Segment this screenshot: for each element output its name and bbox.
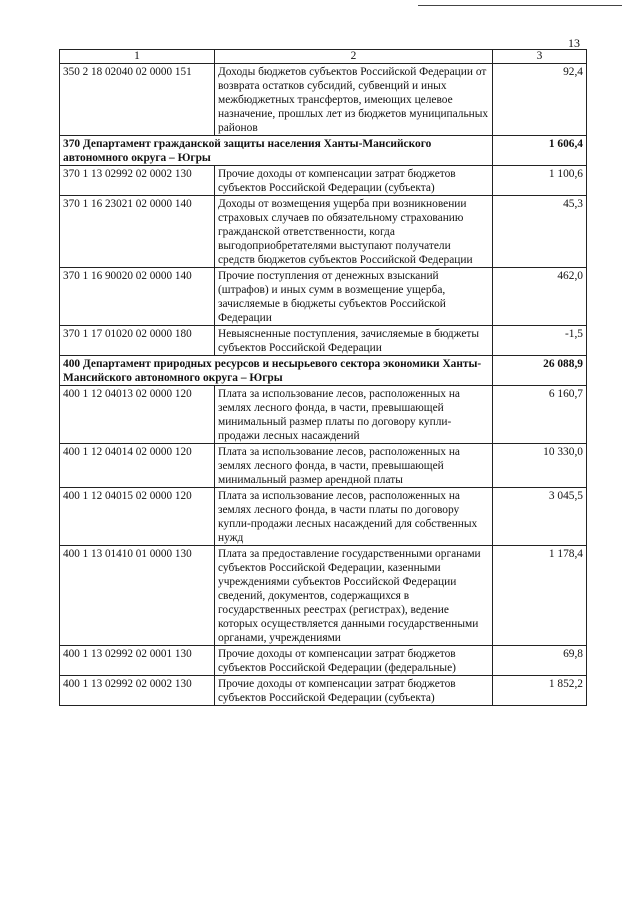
revenue-name: Прочие доходы от компенсации затрат бюджетов субъектов Российской Федерации (федеральные) <box>215 646 493 676</box>
revenue-amount: 3 045,5 <box>493 488 587 546</box>
table-row <box>60 488 587 546</box>
department-name: 370 Департамент гражданской защиты населения Ханты-Мансийского автономного округа – Югры <box>60 136 493 166</box>
header-col-name: 2 <box>215 50 493 64</box>
revenue-amount: 92,4 <box>493 64 587 136</box>
revenue-amount: 1 178,4 <box>493 546 587 646</box>
budget-code: 370 1 13 02992 02 0002 130 <box>60 166 215 196</box>
table-row <box>60 546 587 646</box>
top-rule <box>418 5 622 6</box>
revenue-name: Доходы бюджетов субъектов Российской Федерации от возврата остатков субсидий, субвенций и иных межбюджетных трансфертов, имеющих целевое назначение, прошлых лет из бюджетов муниципальных районов <box>215 64 493 136</box>
revenue-name: Невыясненные поступления, зачисляемые в бюджеты субъектов Российской Федерации <box>215 326 493 356</box>
revenue-name: Плата за использование лесов, расположенных на землях лесного фонда, в части, превышающей минимальный размер платы по договору купли-продажи лесных насаждений <box>215 386 493 444</box>
table-row <box>60 64 587 136</box>
revenue-amount: 1 100,6 <box>493 166 587 196</box>
header-col-code: 1 <box>60 50 215 64</box>
department-total: 1 606,4 <box>493 136 587 166</box>
revenue-name: Прочие доходы от компенсации затрат бюджетов субъектов Российской Федерации (субъекта) <box>215 166 493 196</box>
revenue-table <box>59 49 587 706</box>
revenue-name: Прочие поступления от денежных взысканий (штрафов) и иных сумм в возмещение ущерба, зачисляемые в бюджеты субъектов Российской Федерации <box>215 268 493 326</box>
department-row <box>60 136 587 166</box>
budget-code: 400 1 13 01410 01 0000 130 <box>60 546 215 646</box>
department-name: 400 Департамент природных ресурсов и несырьевого сектора экономики Ханты-Мансийского автономного округа – Югры <box>60 356 493 386</box>
budget-code: 400 1 12 04013 02 0000 120 <box>60 386 215 444</box>
revenue-amount: 10 330,0 <box>493 444 587 488</box>
revenue-amount: 1 852,2 <box>493 676 587 706</box>
revenue-amount: 69,8 <box>493 646 587 676</box>
table-header-row <box>60 50 587 64</box>
page-number: 13 <box>568 36 580 50</box>
revenue-name: Прочие доходы от компенсации затрат бюджетов субъектов Российской Федерации (субъекта) <box>215 676 493 706</box>
budget-code: 400 1 12 04014 02 0000 120 <box>60 444 215 488</box>
revenue-amount: 462,0 <box>493 268 587 326</box>
table-row <box>60 166 587 196</box>
revenue-name: Плата за предоставление государственными органами субъектов Российской Федерации, казенными учреждениями субъектов Российской Федерации сведений, документов, содержащихся в государственных реестрах (регистрах), ведение которых осуществляется данными государственными органами, учреждениями <box>215 546 493 646</box>
budget-code: 350 2 18 02040 02 0000 151 <box>60 64 215 136</box>
department-total: 26 088,9 <box>493 356 587 386</box>
budget-code: 400 1 13 02992 02 0001 130 <box>60 646 215 676</box>
revenue-name: Плата за использование лесов, расположенных на землях лесного фонда, в части платы по договору купли-продажи лесных насаждений для собственных нужд <box>215 488 493 546</box>
revenue-name: Плата за использование лесов, расположенных на землях лесного фонда, в части, превышающей минимальный размер арендной платы <box>215 444 493 488</box>
table-row <box>60 444 587 488</box>
revenue-name: Доходы от возмещения ущерба при возникновении страховых случаев по обязательному страхованию гражданской ответственности, когда выгодоприобретателями выступают получатели средств бюджетов субъектов Российской Федерации <box>215 196 493 268</box>
header-col-amount: 3 <box>493 50 587 64</box>
table-row <box>60 268 587 326</box>
budget-code: 370 1 16 90020 02 0000 140 <box>60 268 215 326</box>
budget-code: 370 1 16 23021 02 0000 140 <box>60 196 215 268</box>
table-row <box>60 196 587 268</box>
department-row <box>60 356 587 386</box>
budget-code: 370 1 17 01020 02 0000 180 <box>60 326 215 356</box>
table-row <box>60 676 587 706</box>
table-row <box>60 646 587 676</box>
budget-code: 400 1 13 02992 02 0002 130 <box>60 676 215 706</box>
revenue-amount: -1,5 <box>493 326 587 356</box>
table-row <box>60 386 587 444</box>
table-row <box>60 326 587 356</box>
revenue-amount: 6 160,7 <box>493 386 587 444</box>
budget-code: 400 1 12 04015 02 0000 120 <box>60 488 215 546</box>
revenue-amount: 45,3 <box>493 196 587 268</box>
